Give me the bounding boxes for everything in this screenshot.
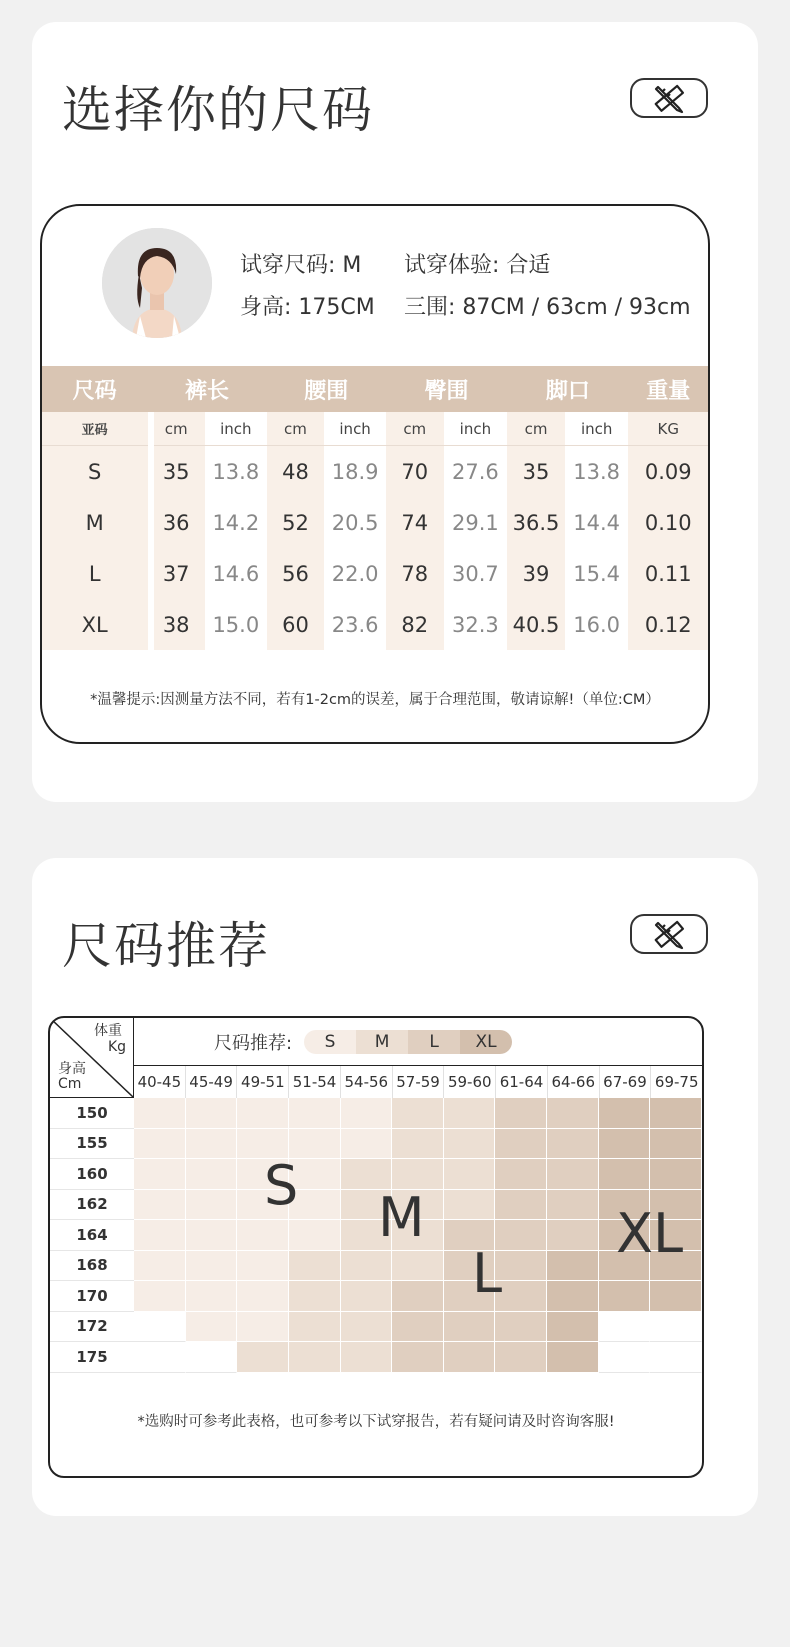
recommend-cell [341,1342,393,1373]
recommend-cell [341,1159,393,1190]
height-header: 162 [50,1190,134,1221]
recommend-cell [599,1098,651,1129]
recommend-cell [599,1281,651,1312]
model-height: 身高: 175CM [240,295,375,320]
size-cell: 70 [386,446,444,497]
size-cell: 60 [267,599,325,650]
recommend-cell [186,1312,238,1343]
recommend-cell [134,1281,186,1312]
recommend-cell [289,1251,341,1282]
height-header: 175 [50,1342,134,1373]
recommend-cell [650,1312,702,1343]
size-row [42,548,708,599]
recommend-cell [495,1129,547,1160]
unit-cell: cm [267,412,325,445]
unit-cell: inch [324,412,386,445]
big-label-xl: XL [616,1202,684,1265]
recommend-row [134,1281,702,1312]
size-cell: 14.6 [205,548,267,599]
weight-header: 61-64 [496,1066,548,1098]
recommend-cell [495,1190,547,1221]
header-cell: 腰围 [304,378,349,404]
size-cell: 35 [147,446,205,497]
recommend-cell [444,1342,496,1373]
unit-cell: cm [507,412,565,445]
size-table-units [42,412,708,446]
recommend-cell [341,1312,393,1343]
recommend-cell [237,1312,289,1343]
recommend-cell [134,1312,186,1343]
recommend-cell [547,1220,599,1251]
size-chart-panel [32,22,758,802]
weight-header: 54-56 [341,1066,393,1098]
recommend-cell [134,1342,186,1373]
recommend-cell [134,1129,186,1160]
recommend-cell [186,1220,238,1251]
recommend-cell [547,1342,599,1373]
size-cell: 13.8 [205,446,267,497]
recommend-cell [444,1312,496,1343]
recommend-cell [547,1251,599,1282]
recommend-cell [289,1220,341,1251]
recommend-cell [134,1251,186,1282]
table-corner [50,1018,134,1098]
size-cell: 0.12 [628,599,708,650]
recommend-cell [289,1281,341,1312]
size-cell: 40.5 [507,599,565,650]
weight-header: 49-51 [237,1066,289,1098]
size-cell: 0.11 [628,548,708,599]
legend-chip-l: L [408,1030,460,1054]
size-cell: 38 [147,599,205,650]
size-table-header [42,366,708,412]
size-table [42,366,708,650]
size-cell: 82 [386,599,444,650]
recommend-cell [237,1220,289,1251]
recommend-cell [547,1312,599,1343]
recommend-cell [134,1220,186,1251]
recommend-cell [495,1159,547,1190]
recommend-row [134,1129,702,1160]
size-cell: 16.0 [565,599,629,650]
big-label-m: M [378,1186,425,1249]
size-cell: L [42,548,147,599]
recommend-cell [392,1159,444,1190]
recommend-cell [186,1190,238,1221]
corner-height-unit: Cm [58,1076,82,1092]
legend-chip-s: S [304,1030,356,1054]
recommend-cell [650,1342,702,1373]
height-header: 168 [50,1251,134,1282]
unit-cell: inch [565,412,629,445]
recommend-cell [444,1098,496,1129]
size-cell: 23.6 [324,599,386,650]
weight-header: 67-69 [600,1066,652,1098]
recommend-cell [547,1190,599,1221]
size-recommend-panel [32,858,758,1516]
corner-weight: 体重 [94,1023,122,1039]
recommend-cell [341,1251,393,1282]
ruler-pencil-icon [630,914,708,954]
size-cell: 22.0 [324,548,386,599]
corner-height: 身高 [58,1061,86,1077]
recommend-cell [547,1098,599,1129]
recommend-cell [495,1281,547,1312]
recommend-cell [444,1129,496,1160]
header-cell: 臀围 [424,378,469,404]
size-cell: 15.0 [205,599,267,650]
recommend-cell [392,1342,444,1373]
weight-header: 40-45 [134,1066,186,1098]
recommend-cell [341,1129,393,1160]
recommend-row [134,1312,702,1343]
recommend-row [134,1342,702,1373]
header-cell: 裤长 [184,378,229,404]
recommend-cell [289,1312,341,1343]
height-header: 160 [50,1159,134,1190]
weight-header: 69-75 [654,1073,699,1091]
recommend-cell [341,1281,393,1312]
size-chart-card [40,204,710,744]
unit-cell: cm [386,412,444,445]
recommend-cell [444,1190,496,1221]
recommend-cell [547,1281,599,1312]
size-recommend-card [48,1016,704,1478]
recommend-cell [134,1190,186,1221]
trial-size: 试穿尺码: M [240,253,362,278]
size-cell: 14.2 [205,497,267,548]
recommend-cell [599,1342,651,1373]
recommend-cell [134,1098,186,1129]
size-cell: M [42,497,147,548]
size-cell: 13.8 [565,446,629,497]
header-cell: 脚口 [545,378,590,404]
recommend-cell [392,1312,444,1343]
model-measurements: 三围: 87CM / 63cm / 93cm [404,295,691,320]
recommend-cell [650,1159,702,1190]
unit-cell: cm [147,412,205,445]
size-row [42,599,708,650]
size-cell: 39 [507,548,565,599]
recommend-cell [237,1281,289,1312]
size-cell: 15.4 [565,548,629,599]
recommend-cell [495,1220,547,1251]
recommend-cell [237,1251,289,1282]
unit-cell: inch [444,412,508,445]
recommend-cell [495,1098,547,1129]
size-cell: 0.09 [628,446,708,497]
recommend-cell [186,1251,238,1282]
size-row [42,497,708,548]
recommend-cell [392,1251,444,1282]
recommend-cell [186,1342,238,1373]
recommend-cell [392,1129,444,1160]
recommend-cell [186,1281,238,1312]
height-header: 172 [50,1312,134,1343]
unit-cell: inch [205,412,267,445]
weight-header: 45-49 [186,1066,238,1098]
legend-chip-xl: XL [460,1030,512,1054]
recommend-row [134,1098,702,1129]
legend-label: 尺码推荐: [214,1032,293,1054]
weight-header-row [134,1066,702,1098]
size-cell: 36.5 [507,497,565,548]
recommend-cell [392,1281,444,1312]
recommend-cell [444,1159,496,1190]
unit-cell: 亚码 [42,412,147,445]
size-cell: XL [42,599,147,650]
recommend-cell [289,1342,341,1373]
weight-header: 51-54 [289,1066,341,1098]
recommend-note: *选购时可参考此表格，也可参考以下试穿报告，若有疑问请及时咨询客服! [137,1414,615,1430]
size-cell: 35 [507,446,565,497]
size-cell: 56 [267,548,325,599]
recommend-cell [650,1098,702,1129]
weight-header: 64-66 [548,1066,600,1098]
recommend-cell [392,1098,444,1129]
header-cell: 尺码 [72,378,117,404]
unit-cell: KG [628,412,708,445]
size-table-divider [148,412,154,650]
recommend-cell [599,1129,651,1160]
legend-chip-m: M [356,1030,408,1054]
header-cell: 重量 [646,378,691,404]
weight-header: 57-59 [393,1066,445,1098]
size-cell: 74 [386,497,444,548]
size-row [42,446,708,497]
model-avatar [102,228,212,338]
size-recommend-title: 尺码推荐 [62,917,270,975]
height-header: 164 [50,1220,134,1251]
size-cell: 18.9 [324,446,386,497]
recommend-cell [186,1098,238,1129]
size-cell: 36 [147,497,205,548]
trial-feel: 试穿体验: 合适 [404,253,551,278]
recommend-cell [599,1312,651,1343]
recommend-cell [650,1281,702,1312]
size-cell: 52 [267,497,325,548]
size-cell: 27.6 [444,446,508,497]
recommend-cell [186,1159,238,1190]
recommend-cell [495,1251,547,1282]
recommend-cell [289,1098,341,1129]
big-label-s: S [264,1154,299,1217]
size-cell: 20.5 [324,497,386,548]
recommend-row [134,1159,702,1190]
size-note: *温馨提示:因测量方法不同，若有1-2cm的误差，属于合理范围，敬请谅解!（单位:CM） [90,692,660,708]
recommend-cell [495,1312,547,1343]
size-cell: 30.7 [444,548,508,599]
recommend-cell [237,1098,289,1129]
size-cell: 14.4 [565,497,629,548]
size-cell: 29.1 [444,497,508,548]
size-legend [134,1018,702,1066]
legend-chips [304,1030,512,1054]
height-header: 150 [50,1098,134,1129]
recommend-cell [134,1159,186,1190]
recommend-cell [341,1098,393,1129]
size-cell: S [42,446,147,497]
recommend-cell [650,1129,702,1160]
size-cell: 48 [267,446,325,497]
weight-header: 59-60 [444,1066,496,1098]
recommend-cell [186,1129,238,1160]
recommend-cell [237,1342,289,1373]
height-column [50,1098,134,1373]
recommend-cell [547,1159,599,1190]
height-header: 170 [50,1281,134,1312]
size-cell: 32.3 [444,599,508,650]
big-label-l: L [472,1242,503,1305]
height-header: 155 [50,1129,134,1160]
size-chart-title: 选择你的尺码 [62,81,374,139]
size-cell: 37 [147,548,205,599]
ruler-pencil-icon [630,78,708,118]
recommend-cell [599,1159,651,1190]
size-cell: 0.10 [628,497,708,548]
recommend-cell [547,1129,599,1160]
size-cell: 78 [386,548,444,599]
recommend-cell [495,1342,547,1373]
corner-weight-unit: Kg [108,1039,127,1055]
